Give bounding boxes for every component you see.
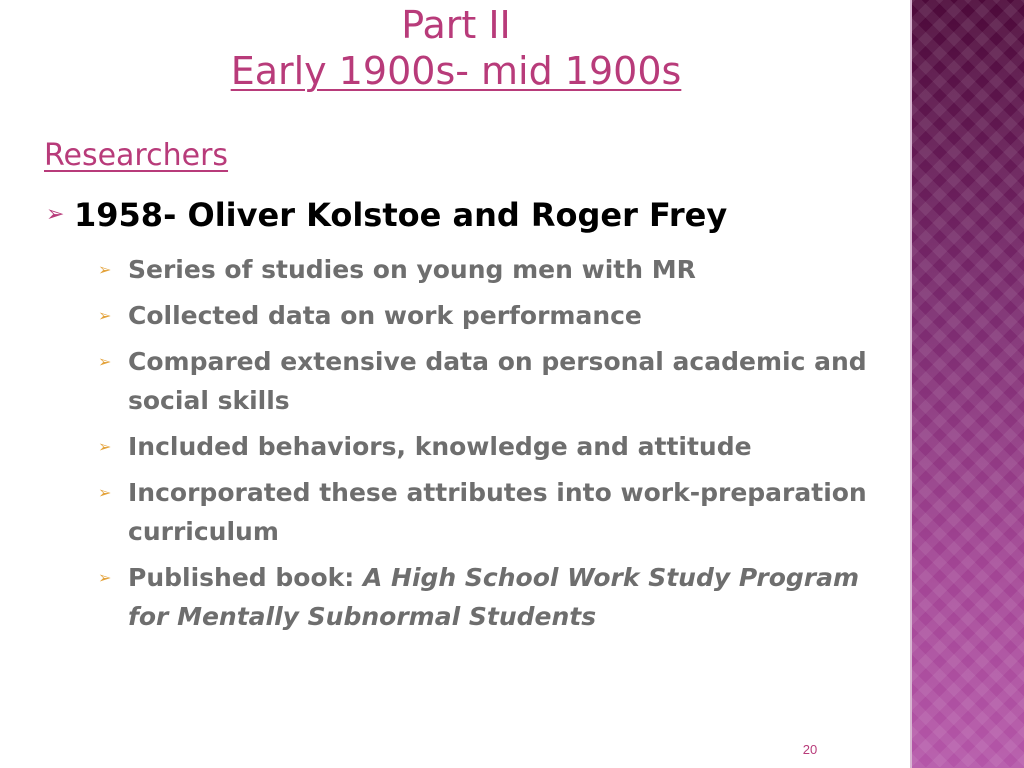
list-item <box>98 427 898 466</box>
sub-bullet-text: Series of studies on young men with MR <box>128 255 696 284</box>
book-label: Published book: <box>128 563 363 592</box>
sub-bullet-text: Incorporated these attributes into work-preparation curriculum <box>128 478 867 546</box>
title-line-2: Early 1900s- mid 1900s <box>230 49 682 93</box>
decorative-side-band <box>912 0 1024 768</box>
sub-bullet-list <box>98 250 898 643</box>
list-item <box>98 296 898 335</box>
list-item <box>98 558 898 636</box>
arrow-bullet-icon: ➢ <box>46 202 65 227</box>
list-item <box>98 250 898 289</box>
arrow-bullet-icon: ➢ <box>98 260 112 279</box>
section-heading: Researchers <box>44 138 229 173</box>
slide-title <box>0 2 912 94</box>
title-line-1: Part II <box>401 3 511 47</box>
arrow-bullet-icon: ➢ <box>98 483 112 502</box>
sub-bullet-text <box>128 558 898 636</box>
arrow-bullet-icon: ➢ <box>98 568 112 587</box>
sub-bullet-text: Included behaviors, knowledge and attitude <box>128 432 752 461</box>
book-title: A High School Work Study Program for Mentally Subnormal Students <box>128 563 860 631</box>
sub-bullet-text: Compared extensive data on personal academic and social skills <box>128 347 867 415</box>
arrow-bullet-icon: ➢ <box>98 306 112 325</box>
sub-bullet-text: Collected data on work performance <box>128 301 642 330</box>
list-item <box>98 342 898 420</box>
arrow-bullet-icon: ➢ <box>98 352 112 371</box>
list-item <box>98 473 898 551</box>
main-bullet-text: 1958- Oliver Kolstoe and Roger Frey <box>74 196 728 234</box>
page-number: 20 <box>802 742 818 757</box>
arrow-bullet-icon: ➢ <box>98 437 112 456</box>
main-bullet <box>46 192 906 238</box>
